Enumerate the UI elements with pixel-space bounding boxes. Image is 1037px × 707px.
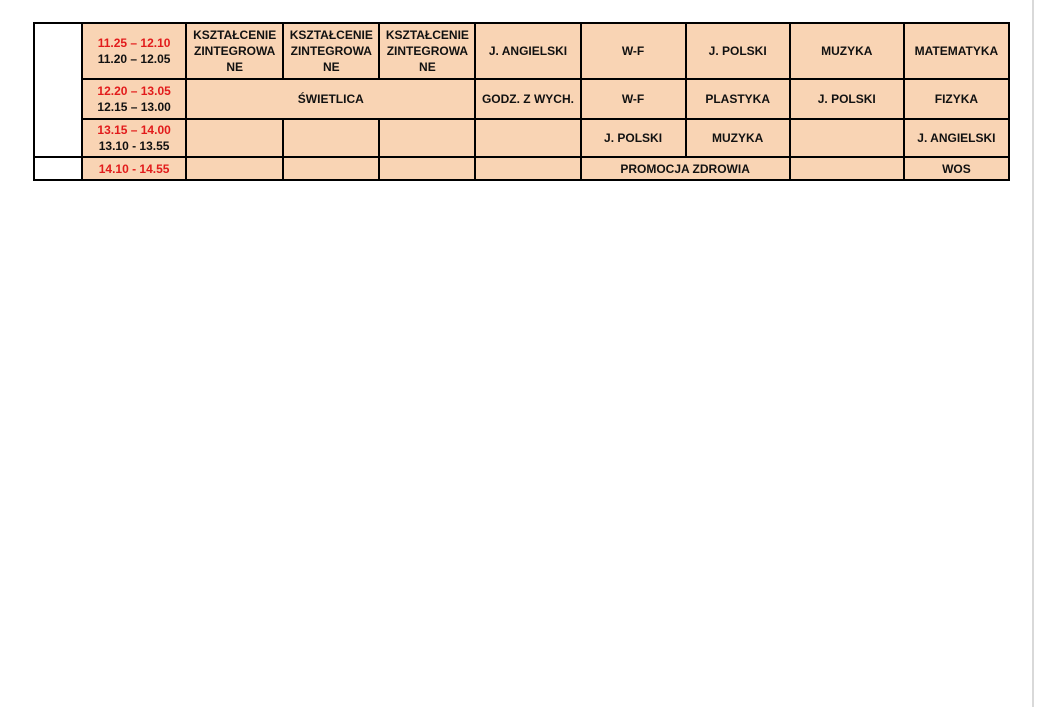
lesson-cell: MUZYKA [686,119,790,157]
table-row [34,119,1009,157]
promocja-cell: PROMOCJA ZDROWIA [581,157,790,180]
time-cell [82,79,186,119]
lesson-cell: J. ANGIELSKI [904,119,1009,157]
lesson-text: ZINTEGROWA [194,44,276,58]
lesson-cell: GODZ. Z WYCH. [475,79,580,119]
lesson-text: NE [226,60,244,74]
lesson-cell: J. ANGIELSKI [475,23,580,79]
lesson-cell: W-F [581,79,686,119]
lesson-cell [283,157,379,180]
lesson-cell: FIZYKA [904,79,1009,119]
day-label-cell [34,23,82,157]
lesson-cell [186,23,283,79]
lesson-cell [790,157,904,180]
lesson-cell: W-F [581,23,686,79]
table-row [34,157,1009,180]
lesson-text: KSZTAŁCENIE [193,28,277,42]
day-label-cell [34,157,82,180]
lesson-cell [283,119,379,157]
alt-time: 12.15 – 13.00 [97,100,171,114]
lesson-text: ZINTEGROWA [290,44,372,58]
time-cell [82,157,186,180]
lesson-cell [475,157,580,180]
lesson-cell [790,119,904,157]
lesson-text: ZINTEGROWA [386,44,469,58]
lesson-cell: J. POLSKI [790,79,904,119]
lesson-cell: MUZYKA [790,23,904,79]
lesson-cell [475,119,580,157]
school-time: 11.25 – 12.10 [97,36,171,50]
alt-time: 13.10 - 13.55 [98,139,170,153]
lesson-text: NE [419,60,436,74]
lesson-cell [379,157,475,180]
lesson-cell: WOS [904,157,1009,180]
school-time: 14.10 - 14.55 [98,161,170,176]
alt-time: 11.20 – 12.05 [97,52,171,66]
lesson-cell: MATEMATYKA [904,23,1009,79]
lesson-cell [379,119,475,157]
lesson-cell [186,157,283,180]
lesson-cell [283,23,379,79]
lesson-text: NE [322,60,340,74]
table-row [34,23,1009,79]
lesson-cell: J. POLSKI [581,119,686,157]
time-cell [82,119,186,157]
school-time: 12.20 – 13.05 [97,84,171,98]
time-cell [82,23,186,79]
swietlica-cell: ŚWIETLICA [186,79,475,119]
lesson-text: KSZTAŁCENIE [385,28,469,42]
lesson-schedule-table [33,22,1010,181]
lesson-cell [186,119,283,157]
lesson-cell [379,23,475,79]
lesson-text: KSZTAŁCENIE [289,28,373,42]
page-edge [1032,0,1034,707]
school-time: 13.15 – 14.00 [97,123,171,137]
lesson-cell: J. POLSKI [686,23,790,79]
table-row [34,79,1009,119]
lesson-cell: PLASTYKA [686,79,790,119]
